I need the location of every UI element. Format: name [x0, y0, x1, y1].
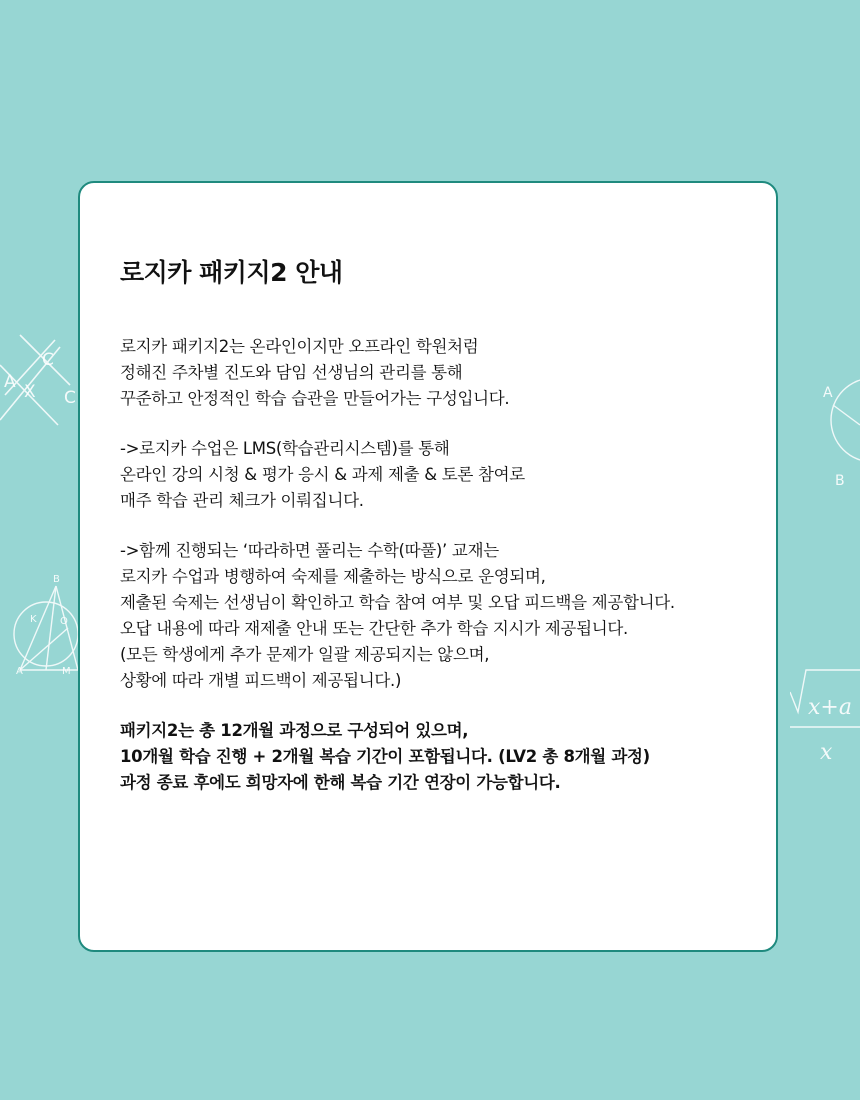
paragraph-line: ->함께 진행되는 ‘따라하면 풀리는 수학(따풀)’ 교재는: [120, 540, 499, 560]
paragraph-line: 과정 종료 후에도 희망자에 한해 복습 기간 연장이 가능합니다.: [120, 772, 561, 792]
paragraph-line: 정해진 주차별 진도와 담임 선생님의 관리를 통해: [120, 362, 463, 382]
doodle-letter: A: [16, 666, 23, 677]
paragraph-line: 로지카 패키지2는 온라인이지만 오프라인 학원처럼: [120, 336, 479, 356]
doodle-letter: B: [53, 574, 60, 585]
doodle-letter: O: [60, 616, 68, 627]
paragraph-line: 패키지2는 총 12개월 과정으로 구성되어 있으며,: [120, 720, 469, 740]
doodle-letter: A: [823, 385, 833, 401]
doodle-letter: C: [64, 388, 76, 408]
notice-paragraph-duration: [120, 718, 776, 796]
doodle-letter: M: [62, 666, 71, 677]
doodle-letter: x+a: [808, 695, 852, 720]
paragraph-line: 매주 학습 관리 체크가 이뤄집니다.: [120, 490, 364, 510]
paragraph-line: 상황에 따라 개별 피드백이 제공됩니다.): [120, 670, 402, 690]
paragraph-line: 온라인 강의 시청 & 평가 응시 & 과제 제출 & 토론 참여로: [120, 464, 525, 484]
notice-title: 로지카 패키지2 안내: [120, 258, 343, 287]
doodle-letter: A: [4, 372, 16, 392]
notice-paragraph-textbook: [120, 538, 776, 694]
math-doodle-right-top: [815, 365, 860, 495]
doodle-letter: X: [24, 382, 36, 402]
doodle-letter: x: [820, 740, 833, 765]
paragraph-line: ->로지카 수업은 LMS(학습관리시스템)를 통해: [120, 438, 450, 458]
math-doodle-left-mid: [8, 572, 88, 682]
doodle-letter: K: [30, 614, 37, 625]
notice-paragraph-lms: [120, 436, 776, 514]
paragraph-line: 꾸준하고 안정적인 학습 습관을 만들어가는 구성입니다.: [120, 388, 510, 408]
math-doodle-right-mid: [790, 662, 860, 772]
math-doodle-left-top: [0, 325, 80, 445]
paragraph-line: 10개월 학습 진행 + 2개월 복습 기간이 포함됩니다. (LV2 총 8개월 과정): [120, 746, 650, 766]
notice-card: [78, 181, 778, 952]
notice-paragraph-intro: [120, 334, 776, 412]
paragraph-line: (모든 학생에게 추가 문제가 일괄 제공되지는 않으며,: [120, 644, 490, 664]
paragraph-line: 로지카 수업과 병행하여 숙제를 제출하는 방식으로 운영되며,: [120, 566, 546, 586]
doodle-letter: C: [42, 350, 54, 370]
paragraph-line: 오답 내용에 따라 재제출 안내 또는 간단한 추가 학습 지시가 제공됩니다.: [120, 618, 628, 638]
paragraph-line: 제출된 숙제는 선생님이 확인하고 학습 참여 여부 및 오답 피드백을 제공합니다.: [120, 592, 675, 612]
doodle-letter: B: [835, 473, 845, 489]
